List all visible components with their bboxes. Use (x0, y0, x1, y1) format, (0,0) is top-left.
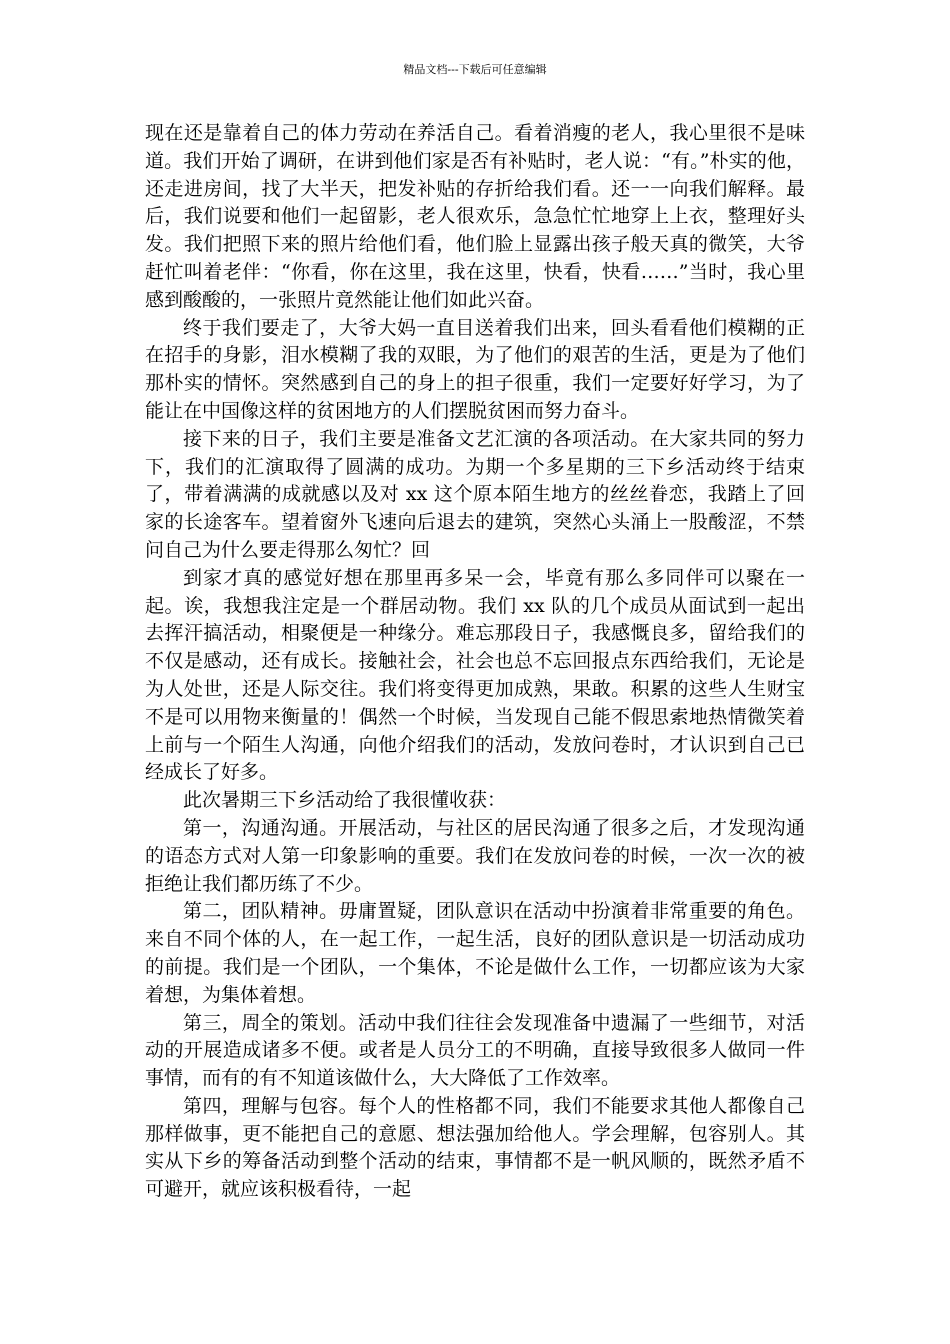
paragraph: 到家才真的感觉好想在那里再多呆一会，毕竟有那么多同伴可以聚在一起。诶，我想我注定是一个群居动物。我们 xx 队的几个成员从面试到一起出去挥汗搞活动，相聚便是一种缘分。难忘那段日子，我感慨良多，留给我们的不仅是感动，还有成长。接触社会，社会也总不忘回报点东西给我们，无论是为人处世，还是人际交往。我们将变得更加成熟，果敢。积累的这些人生财宝不是可以用物来衡量的！偶然一个时候，当发现自己能不假思索地热情微笑着上前与一个陌生人沟通，向他介绍我们的活动，发放问卷时，才认识到自己已经成长了好多。 (145, 566, 805, 784)
paragraph: 第二，团队精神。毋庸置疑，团队意识在活动中扮演着非常重要的角色。来自不同个体的人，在一起工作，一起生活，良好的团队意识是一切活动成功的前提。我们是一个团队，一个集体，不论是做什么工作，一切都应该为大家着想，为集体着想。 (145, 900, 805, 1006)
paragraph: 接下来的日子，我们主要是准备文艺汇演的各项活动。在大家共同的努力下，我们的汇演取得了圆满的成功。为期一个多星期的三下乡活动终于结束了，带着满满的成就感以及对 xx 这个原本陌生地方的丝丝眷恋，我踏上了回家的长途客车。望着窗外飞速向后退去的建筑，突然心头涌上一股酸涩，不禁问自己为什么要走得那么匆忙？回 (145, 427, 805, 561)
paragraph: 终于我们要走了，大爷大妈一直目送着我们出来，回头看看他们模糊的正在招手的身影，泪水模糊了我的双眼，为了他们的艰苦的生活，更是为了他们那朴实的情怀。突然感到自己的身上的担子很重，我们一定要好好学习，为了能让在中国像这样的贫困地方的人们摆脱贫困而努力奋斗。 (145, 316, 805, 422)
paragraph: 第四，理解与包容。每个人的性格都不同，我们不能要求其他人都像自己那样做事，更不能把自己的意愿、想法强加给他人。学会理解，包容别人。其实从下乡的筹备活动到整个活动的结束，事情都不是一帆风顺的，既然矛盾不可避开，就应该积极看待，一起 (145, 1094, 805, 1201)
paragraph: 现在还是靠着自己的体力劳动在养活自己。看着消瘦的老人，我心里很不是味道。我们开始了调研，在讲到他们家是否有补贴时，老人说：“有。”朴实的他，还走进房间，找了大半天，把发补贴的存折给我们看。还一一向我们解释。最后，我们说要和他们一起留影，老人很欢乐，急急忙忙地穿上上衣，整理好头发。我们把照下来的照片给他们看，他们脸上显露出孩子般天真的微笑，大爷赶忙叫着老伴：“你看，你在这里，我在这里，快看，快看……”当时，我心里感到酸酸的，一张照片竟然能让他们如此兴奋。 (145, 122, 805, 311)
document-body (145, 120, 805, 1204)
page-header: 精品文档---下载后可任意编辑 (403, 63, 547, 76)
paragraph: 此次暑期三下乡活动给了我很懂收获： (183, 789, 507, 812)
paragraph: 第三，周全的策划。活动中我们往往会发现准备中遗漏了一些细节，对活动的开展造成诸多不便。或者是人员分工的不明确，直接导致很多人做同一件事情，而有的有不知道该做什么，大大降低了工作效率。 (145, 1011, 805, 1090)
paragraph: 第一，沟通沟通。开展活动，与社区的居民沟通了很多之后，才发现沟通的语态方式对人第一印象影响的重要。我们在发放问卷的时候，一次一次的被拒绝让我们都历练了不少。 (145, 816, 805, 895)
